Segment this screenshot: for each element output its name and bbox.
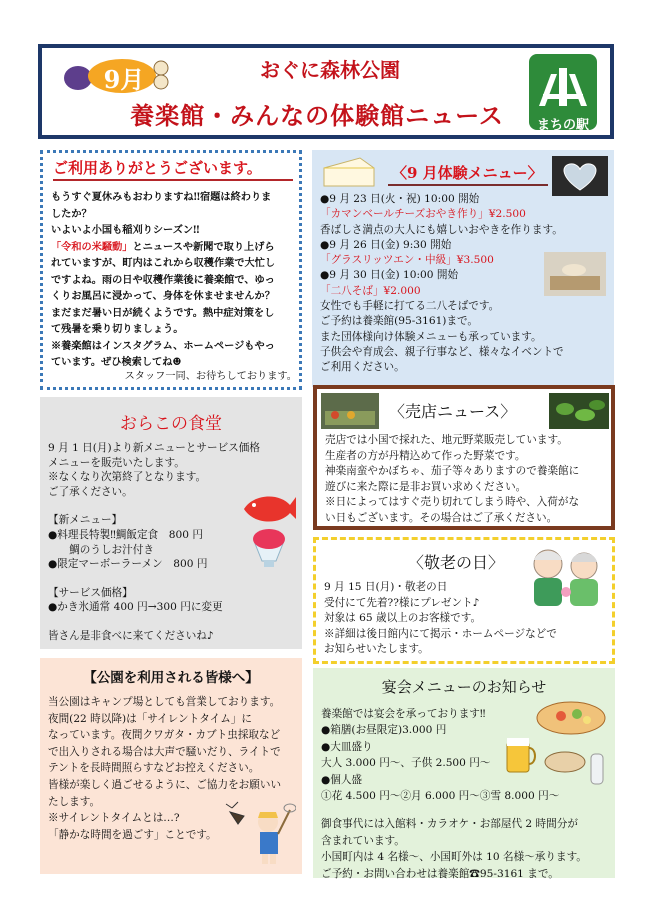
menu-item: ●限定マーボーラーメン 800 円	[48, 558, 208, 571]
header-subtitle: おぐに森林公園	[260, 58, 400, 82]
okoko-closing: 皆さん是非食べに来てくださいね♪	[48, 629, 214, 642]
shop-news-line: い日もございます。その場合はご了承ください。	[325, 511, 558, 524]
shop-news-line: 生産者の方が丹精込めて作った野菜です。	[325, 449, 526, 462]
park-notice-line: 夜間(22 時以降)は「サイレントタイム」に	[48, 712, 252, 725]
rice-riot-highlight: 「令和の米騒動」	[51, 240, 133, 253]
keiro-line: 受付にて先着??様にプレゼント♪	[324, 596, 480, 609]
new-menu-header: 【新メニュー】	[48, 514, 123, 527]
banquet-line: ●個人盛	[321, 773, 363, 786]
experience-menu-section	[312, 150, 614, 387]
thanks-line: したか？	[51, 207, 92, 220]
thanks-signature: スタッフ一同、お待ちしております。	[124, 371, 297, 382]
event-name: 「カマンベールチーズおやき作り」¥2.500	[320, 208, 526, 221]
park-notice-line: 皆様が楽しく過ごせるように、ご協力をお願いい	[48, 778, 282, 791]
event-date: ●9 月 30 日(金) 10:00 開始	[320, 269, 459, 282]
event-desc: 香ばしさ満点の大人にも嬉しいおやきを作ります。	[320, 223, 563, 236]
shop-news-title: 〈売店ニュース〉	[389, 402, 517, 421]
event-date: ●9 月 26 日(金) 9:30 開始	[320, 238, 452, 251]
respect-for-aged-day-section	[313, 537, 615, 664]
okoko-intro-line: ご了承ください。	[48, 485, 133, 498]
banquet-footer-line: ご予約・お問い合わせは養楽館☎95-3161 まで。	[321, 867, 559, 880]
logo-label: まちの駅	[536, 118, 589, 133]
thanks-line: て残暑を乗り切りましょう。	[51, 323, 184, 335]
okoko-cafeteria-section	[40, 397, 302, 649]
experience-note: ご予約は養楽館(95-3161)まで。	[320, 315, 479, 328]
park-notice-line: で出入りされる場合は大声で騒いだり、ライトで	[48, 745, 281, 758]
thanks-line: れていますが、町内はこれから収穫作業で大忙し	[51, 257, 276, 269]
soba-making-photo	[544, 252, 606, 296]
service-header: 【サービス価格】	[48, 586, 133, 599]
keiro-line: ※詳細は後日館内にて掲示・ホームページなどで	[324, 627, 557, 640]
month-badge	[62, 56, 174, 96]
thanks-line: 「令和の米騒動」とニュースや新聞で取り上げら	[51, 240, 275, 253]
banquet-footer-line: 小国町内は 4 名様～、小国町外は 10 名様～承ります。	[321, 851, 587, 864]
park-notice-line: 当公園はキャンプ場としても営業しております。	[48, 696, 281, 708]
banquet-line: 大人 3.000 円～、子供 2.500 円～	[321, 757, 491, 770]
banquet-line: ①花 4.500 円～②月 6.000 円～③雪 8.000 円～	[321, 790, 560, 803]
keiro-line: 対象は 65 歳以上のお客様です。	[324, 612, 482, 625]
shop-news-line: 売店では小国で採れた、地元野菜販売しています。	[325, 434, 568, 446]
okoko-intro-line: ※なくなり次第終了となります。	[48, 471, 207, 484]
thanks-line: まだまだ暑い日が続くようです。熱中症対策をし	[51, 306, 275, 319]
thanks-line: ています。ぜひ検索してね☻	[51, 356, 182, 368]
header-title: 養楽館・みんなの体験館ニュース	[130, 101, 504, 130]
banquet-line: ●箱膳(お昼限定)3.000 円	[321, 724, 447, 737]
respect-for-aged-body	[324, 580, 614, 658]
shop-news-line: 遊びに来た際に是非お買い求めください。	[325, 480, 527, 493]
menu-item: ●料理長特製‼鯛飯定食 800 円	[48, 528, 203, 541]
park-notice-line: ※サイレントタイムとは…?	[48, 812, 180, 825]
banquet-footer-line: 御食事代には入館料・カラオケ・お部屋代 2 時間分が	[321, 818, 578, 831]
thanks-body	[51, 189, 299, 371]
park-notice-line: なっています。夜間クワガタ・カブト虫採取など	[48, 729, 281, 742]
keiro-line: 9 月 15 日(月)・敬老の日	[324, 581, 448, 593]
event-desc: 女性でも手軽に打てる二八そばです。	[320, 300, 500, 313]
glass-heart-icon	[552, 156, 608, 196]
park-notice-line: 「静かな時間を過ごす」ことです。	[48, 828, 217, 841]
banquet-line: 養楽館では宴会を承っております‼	[321, 708, 486, 720]
thanks-line: もうすぐ夏休みもおわりますね‼宿題は終わりま	[51, 191, 272, 203]
banquet-footer-line: 含まれています。	[321, 834, 405, 847]
service-item: ●かき氷通常 400 円→300 円に変更	[48, 601, 223, 614]
banquet-line: ●大皿盛り	[321, 740, 373, 753]
experience-note: 子供会や育成会、親子行事など、様々なイベントで	[320, 345, 564, 358]
shop-news-line: ※日によってはすぐ売り切れてしまう時や、入荷がな	[325, 496, 580, 509]
thanks-line: くりお風呂に浸かって、身体を休ませませんか？	[51, 290, 275, 302]
event-date: ●9 月 23 日(火・祝) 10:00 開始	[320, 193, 480, 205]
okoko-intro-line: 9 月 1 日(月)より新メニューとサービス価格	[48, 442, 260, 454]
banquet-menu-section	[313, 668, 615, 878]
menu-item: 鯛のうしお汁付き	[48, 543, 154, 556]
thanks-section	[40, 150, 302, 390]
cheese-icon	[320, 154, 378, 192]
banquet-menu-title: 宴会メニューのお知らせ	[381, 678, 547, 696]
green-pepper-photo	[549, 393, 609, 429]
title-underline	[53, 179, 293, 181]
park-notice-title: 【公園を利用される皆様へ】	[83, 670, 259, 686]
thanks-line: ですよね。雨の日や収穫作業後に養楽館で、ゆっ	[51, 273, 275, 286]
thanks-line: いよいよ小国も稲刈りシーズン‼	[51, 224, 200, 236]
boy-with-beetle-net-icon	[224, 798, 296, 868]
event-name: 「グラスリッツエン・中級」¥3.500	[320, 254, 494, 267]
keiro-line: お知らせいたします。	[324, 643, 429, 656]
respect-for-aged-title: 〈敬老の日〉	[408, 553, 505, 572]
experience-note: また団体様向け体験メニューも承っています。	[320, 330, 542, 343]
party-food-and-drink-icon	[501, 698, 611, 794]
park-notice-line: テントを長時間照らすなどお控えください。	[48, 762, 260, 775]
okoko-title: おらこの食堂	[120, 414, 222, 434]
shop-news-section	[313, 385, 615, 530]
park-notice-line: たします。	[48, 795, 101, 808]
experience-note: ご利用ください。	[320, 361, 405, 374]
shop-news-line: 神楽南蛮やかぼちゃ、茄子等々ありますので養楽館に	[325, 465, 580, 478]
okoko-intro-line: メニューを販売いたします。	[48, 456, 185, 469]
thanks-title: ご利用ありがとうございます。	[53, 159, 262, 177]
shop-news-body	[325, 433, 615, 527]
thanks-line: ※養楽館はインスタグラム、ホームページもやっ	[51, 339, 275, 352]
title-underline	[388, 184, 548, 186]
sea-bream-and-shaved-ice-icon	[240, 489, 298, 571]
month-label: 9月	[103, 65, 145, 94]
park-notice-section	[40, 658, 302, 874]
experience-menu-title: 〈9 月体験メニュー〉	[392, 164, 543, 182]
event-name: 「二八そば」¥2.000	[320, 284, 421, 297]
vegetable-stand-photo	[321, 393, 379, 429]
